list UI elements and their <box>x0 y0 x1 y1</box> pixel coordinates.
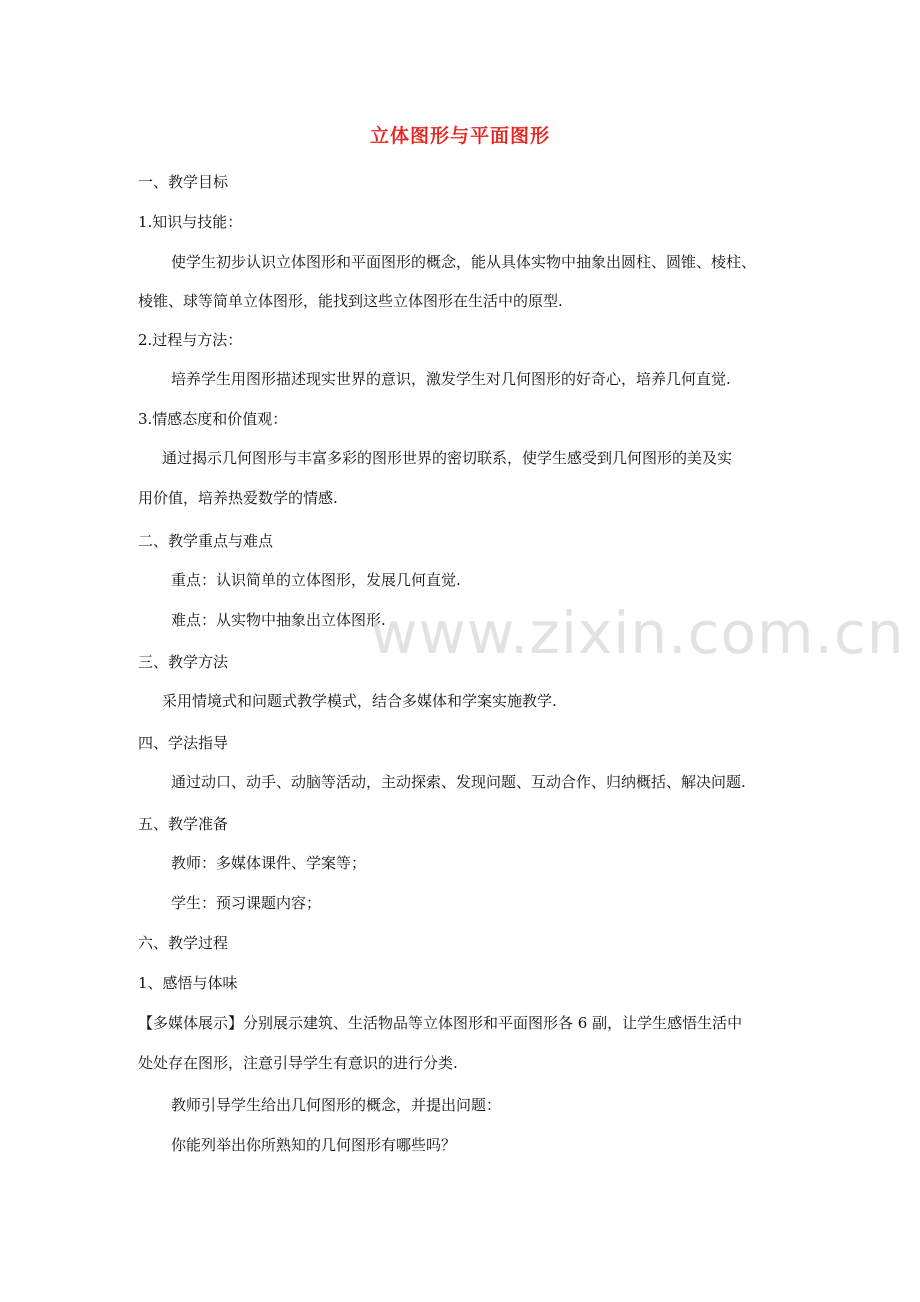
section-heading-process: 六、教学过程 <box>138 934 229 952</box>
section-heading-goals: 一、教学目标 <box>138 173 229 191</box>
paragraph-line: 通过揭示几何图形与丰富多彩的图形世界的密切联系，使学生感受到几何图形的美及实 <box>162 449 733 467</box>
subheading-process: 2.过程与方法： <box>138 331 243 349</box>
document-title: 立体图形与平面图形 <box>369 125 550 147</box>
paragraph-line: 难点：从实物中抽象出立体图形. <box>171 611 386 629</box>
paragraph-line: 用价值，培养热爱数学的情感. <box>138 489 338 507</box>
section-heading-preparation: 五、教学准备 <box>138 815 229 833</box>
paragraph-line: 通过动口、动手、动脑等活动，主动探索、发现问题、互动合作、归纳概括、解决问题. <box>171 773 746 791</box>
paragraph-line: 处处存在图形，注意引导学生有意识的进行分类. <box>138 1054 458 1072</box>
section-heading-key-points: 二、教学重点与难点 <box>138 532 274 550</box>
section-heading-methods: 三、教学方法 <box>138 653 229 671</box>
subheading-attitude: 3.情感态度和价值观： <box>138 410 288 428</box>
subheading-knowledge: 1.知识与技能： <box>138 213 243 231</box>
paragraph-line: 学生：预习课题内容； <box>171 894 322 912</box>
paragraph-line: 采用情境式和问题式教学模式，结合多媒体和学案实施教学. <box>162 692 557 710</box>
paragraph-line: 培养学生用图形描述现实世界的意识，激发学生对几何图形的好奇心，培养几何直觉. <box>171 370 731 388</box>
paragraph-line: 棱锥、球等简单立体图形，能找到这些立体图形在生活中的原型. <box>138 292 563 310</box>
paragraph-line: 重点：认识简单的立体图形，发展几何直觉. <box>171 571 461 589</box>
paragraph-line: 教师引导学生给出几何图形的概念，并提出问题： <box>171 1096 502 1114</box>
paragraph-line: 教师：多媒体课件、学案等； <box>171 854 367 872</box>
watermark: www.zixin.com.cn <box>370 599 905 667</box>
paragraph-line: 【多媒体展示】分别展示建筑、生活物品等立体图形和平面图形各 6 副，让学生感悟生活中 <box>138 1014 743 1032</box>
paragraph-line: 你能列举出你所熟知的几何图形有哪些吗？ <box>171 1136 457 1154</box>
subheading-perception: 1、感悟与体味 <box>138 974 238 992</box>
paragraph-line: 使学生初步认识立体图形和平面图形的概念，能从具体实物中抽象出圆柱、圆锥、棱柱、 <box>171 253 757 271</box>
section-heading-study-guide: 四、学法指导 <box>138 734 229 752</box>
